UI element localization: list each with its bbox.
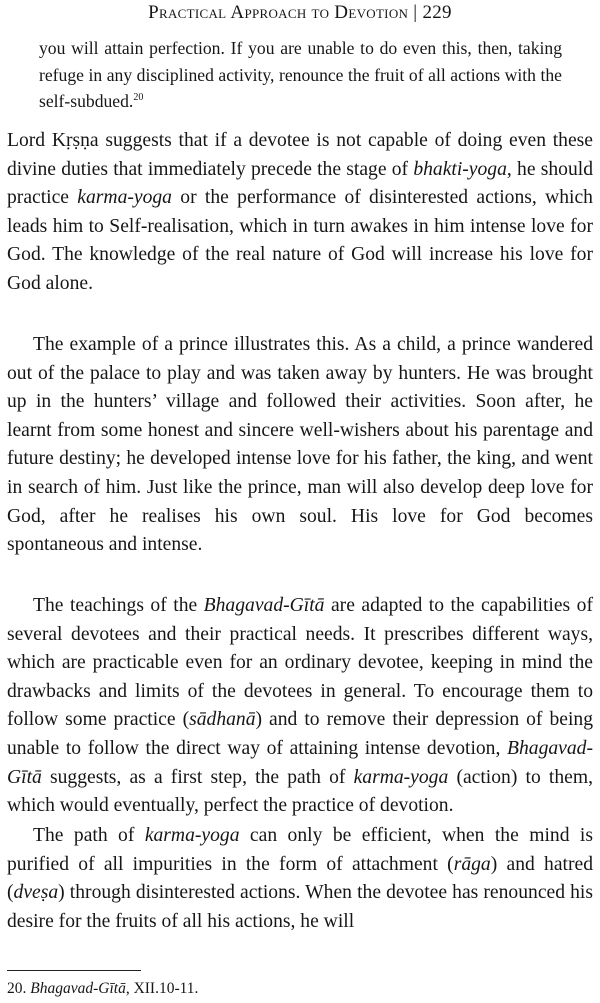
paragraph-text: Lord Kṛṣṇa suggests that if a devotee is not capable of doing even these divine duties that immediately precede the stage of [7,130,593,180]
paragraph-text: The example of a prince illustrates this. As a child, a prince wandered out of the palace to play and was taken away by hunters. He was brought up in the hunters’ village and followed their activities. Soon after, he learnt from some honest and sincere well-wishers about his parentage and future destiny; he developed intense love for his father, the king, and went in search of him. Just like the prince, man will also develop deep love for God, after he realises his own soul. His love for God becomes spontaneous and intense. [7,334,593,556]
paragraph-2 [7,331,593,560]
paragraph-text: The teachings of the [33,595,204,616]
footnote-rule [7,970,141,971]
header-separator: | [413,2,418,23]
page-number: 229 [422,2,452,23]
italic-term: karma-yoga [77,187,172,209]
footnote-number: 20. [7,980,27,997]
italic-term: Bhagavad-Gītā [203,595,325,616]
quote-text: you will attain perfection. If you are unable to do even this, then, taking refuge in any disciplined activity, renounce the fruit of all actions with the self-subdued. [39,38,562,112]
paragraph-text: or the performance of disinterested actions, which leads him to Self-realisation, which in turn awakes in him intense love for God. The knowledge of the real nature of God will increase his love for God alone. [7,187,593,294]
paragraph-4 [7,822,593,936]
italic-term: rāga [453,853,491,875]
italic-term: karma-yoga [144,825,240,846]
footnote-source: Bhagavad-Gītā [30,980,126,997]
paragraph-text: , he should practice [7,158,593,209]
paragraph-text: The path of [33,825,145,846]
italic-term: Bhagavad-Gītā [7,737,593,788]
italic-term: sādhanā [189,709,256,731]
footnote-reference-text: , XII.10-11. [125,980,199,997]
paragraph-text: ) through disinterested actions. When the devotee has renounced his desire for the fruits of all his actions, he will [7,882,593,932]
paragraph-text: can only be efficient, when the mind is purified of all impurities in the form of attachment ( [7,825,593,875]
italic-term: bhakti-yoga [413,158,507,180]
paragraph-text: ) and hatred ( [7,853,593,904]
footnote-reference: 20 [133,92,144,104]
block-quote [39,35,562,115]
paragraph-text: (action) to them, which would eventually, perfect the practice of devotion. [7,766,593,817]
footnote [7,979,198,999]
running-header [0,2,600,24]
header-title: Practical Approach to Devotion [148,2,409,23]
paragraph-3 [7,592,593,821]
paragraph-text: ) and to remove their depression of being unable to follow the direct way of attaining intense devotion, [7,709,594,759]
paragraph-text: suggests, as a first step, the path of [41,766,354,788]
paragraph-text: are adapted to the capabilities of several devotees and their practical needs. It prescribes different ways, which are practicable even for an ordinary devotee, keeping in mind the drawbacks and limits of the devotees in general. To encourage them to follow some practice ( [7,595,593,731]
italic-term: karma-yoga [353,766,449,788]
paragraph-1 [7,127,593,299]
italic-term: dveṣa [13,882,59,904]
